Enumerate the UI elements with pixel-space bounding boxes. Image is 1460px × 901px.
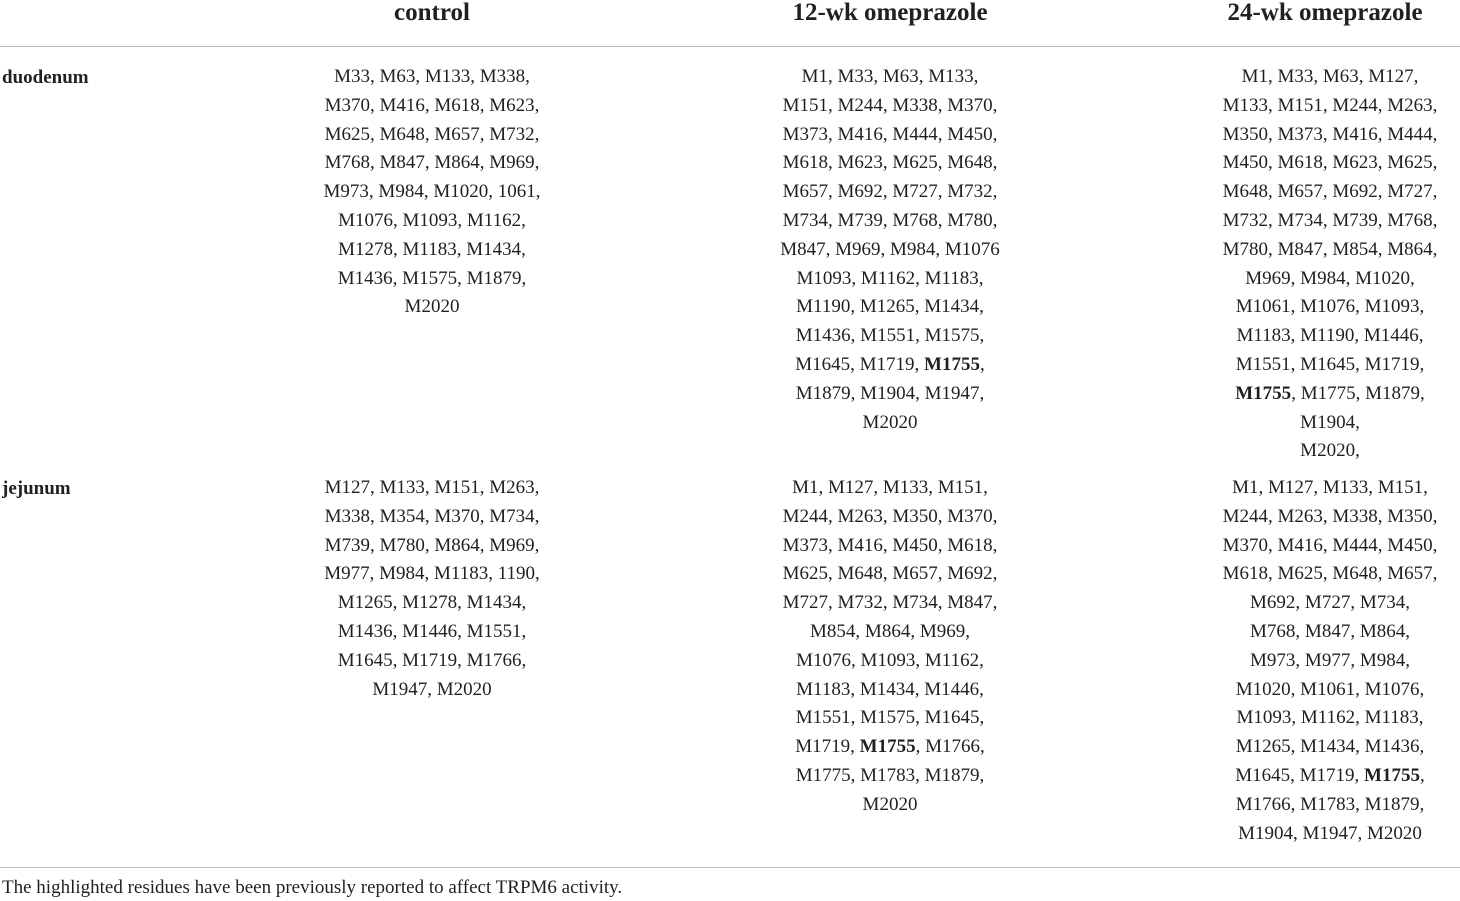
column-header-24wk-omeprazole: 24-wk omeprazole — [1227, 0, 1423, 26]
residue-line: M618, M625, M648, M657, — [1222, 563, 1438, 585]
residue-line: M1, M127, M133, M151, — [792, 477, 988, 498]
residue-line: M1645, M1719, M1766, — [337, 649, 527, 671]
residue-line: M1076, M1093, M1162, — [338, 209, 526, 231]
residue-line: M373, M416, M450, M618, — [782, 534, 998, 556]
residue-line: M244, M263, M350, M370, — [782, 505, 998, 527]
residue-line: M1265, M1434, M1436, — [1235, 736, 1425, 758]
residue-line: M1947, M2020 — [372, 678, 492, 700]
cell-duodenum-control — [302, 63, 562, 322]
residue-line: M2020 — [862, 411, 918, 433]
residue-line: M1061, M1076, M1093, — [1235, 296, 1425, 318]
residue-line: M133, M151, M244, M263, — [1222, 94, 1438, 116]
residue-line: M739, M780, M864, M969, — [324, 534, 540, 556]
residue-line: M370, M416, M444, M450, — [1222, 534, 1438, 556]
residue-line: M1645, M1719, M1755, — [1235, 764, 1425, 786]
residue-line: M1190, M1265, M1434, — [796, 296, 984, 318]
header-rule — [0, 46, 1460, 47]
residue-line: M151, M244, M338, M370, — [782, 94, 998, 116]
residue-line: M854, M864, M969, — [810, 620, 970, 642]
residue-line: M1076, M1093, M1162, — [796, 649, 984, 671]
residue-line: M1020, M1061, M1076, — [1235, 678, 1425, 700]
residue-line: M734, M739, M768, M780, — [782, 209, 998, 231]
residue-line: M1645, M1719, M1755, — [795, 353, 985, 375]
residue-line: M625, M648, M657, M692, — [782, 563, 998, 585]
residue-line: M727, M732, M734, M847, — [782, 592, 998, 614]
residue-line: M1183, M1434, M1446, — [796, 678, 984, 700]
residue-line: M973, M984, M1020, 1061, — [323, 181, 541, 203]
row-label-jejunum: jejunum — [2, 478, 71, 499]
residue-line: M625, M648, M657, M732, — [324, 123, 540, 145]
highlighted-residue: M1755 — [1364, 764, 1420, 786]
residue-line: M692, M727, M734, — [1250, 592, 1410, 614]
row-label-duodenum: duodenum — [2, 67, 89, 88]
residue-line: M973, M977, M984, — [1250, 649, 1410, 671]
cell-jejunum-12wk — [750, 474, 1030, 820]
residue-line: M370, M416, M618, M623, — [324, 94, 540, 116]
residue-line: M1551, M1575, M1645, — [795, 707, 985, 729]
residue-line: M1093, M1162, M1183, — [796, 267, 984, 289]
residue-line: M618, M623, M625, M648, — [782, 152, 998, 174]
cell-duodenum-12wk — [750, 63, 1030, 437]
residue-line: M450, M618, M623, M625, — [1222, 152, 1438, 174]
residue-line: M2020, — [1300, 440, 1360, 462]
residue-line: M1551, M1645, M1719, — [1235, 353, 1425, 375]
residue-line: M1278, M1183, M1434, — [338, 238, 526, 260]
residue-line: M780, M847, M854, M864, — [1222, 238, 1438, 260]
column-header-12wk-omeprazole: 12-wk omeprazole — [792, 0, 988, 26]
residue-line: M1, M127, M133, M151, — [1232, 477, 1428, 498]
column-header-control: control — [394, 0, 470, 26]
residue-line: M33, M63, M133, M338, — [334, 66, 530, 87]
residue-line: M1, M33, M63, M133, — [801, 66, 979, 87]
residue-line: M977, M984, M1183, 1190, — [324, 563, 540, 585]
cell-jejunum-control — [302, 474, 562, 704]
residue-line: M127, M133, M151, M263, — [324, 477, 540, 498]
residue-line: M1436, M1575, M1879, — [337, 267, 527, 289]
residue-line: M2020 — [862, 793, 918, 815]
residue-line: M1719, M1755, M1766, — [795, 736, 985, 758]
highlighted-residue: M1755 — [1235, 382, 1292, 404]
residue-line: M1265, M1278, M1434, — [337, 592, 527, 614]
residue-line: M732, M734, M739, M768, — [1222, 209, 1438, 231]
residue-line: M847, M969, M984, M1076 — [780, 238, 1000, 260]
residue-line: M1093, M1162, M1183, — [1236, 707, 1424, 729]
cell-jejunum-24wk — [1200, 474, 1460, 848]
residue-line: M657, M692, M727, M732, — [782, 181, 998, 203]
residue-line: M1436, M1446, M1551, — [337, 620, 527, 642]
highlighted-residue: M1755 — [924, 353, 980, 375]
highlighted-residue: M1755 — [859, 736, 916, 758]
residue-line: M244, M263, M338, M350, — [1222, 505, 1438, 527]
residue-line: M1436, M1551, M1575, — [795, 325, 985, 347]
residue-line: M648, M657, M692, M727, — [1222, 181, 1438, 203]
residue-line: M1755, M1775, M1879, — [1235, 382, 1425, 404]
residue-line: M1, M33, M63, M127, — [1241, 66, 1419, 87]
residue-line: M1775, M1783, M1879, — [795, 764, 985, 786]
cell-duodenum-24wk — [1200, 63, 1460, 466]
footer-rule — [0, 867, 1460, 868]
residue-line: M768, M847, M864, M969, — [324, 152, 540, 174]
residue-line: M350, M373, M416, M444, — [1222, 123, 1438, 145]
residue-line: M338, M354, M370, M734, — [324, 505, 540, 527]
residue-line: M2020 — [404, 296, 460, 318]
residue-line: M373, M416, M444, M450, — [782, 123, 998, 145]
table-footnote: The highlighted residues have been previously reported to affect TRPM6 activity. — [2, 877, 623, 898]
residue-line: M1904, M1947, M2020 — [1238, 822, 1422, 844]
residue-line: M1183, M1190, M1446, — [1236, 325, 1424, 347]
residue-line: M969, M984, M1020, — [1245, 267, 1415, 289]
residue-line: M768, M847, M864, — [1250, 620, 1410, 642]
residue-line: M1904, — [1300, 411, 1360, 433]
residue-line: M1766, M1783, M1879, — [1235, 793, 1425, 815]
residue-line: M1879, M1904, M1947, — [795, 382, 985, 404]
